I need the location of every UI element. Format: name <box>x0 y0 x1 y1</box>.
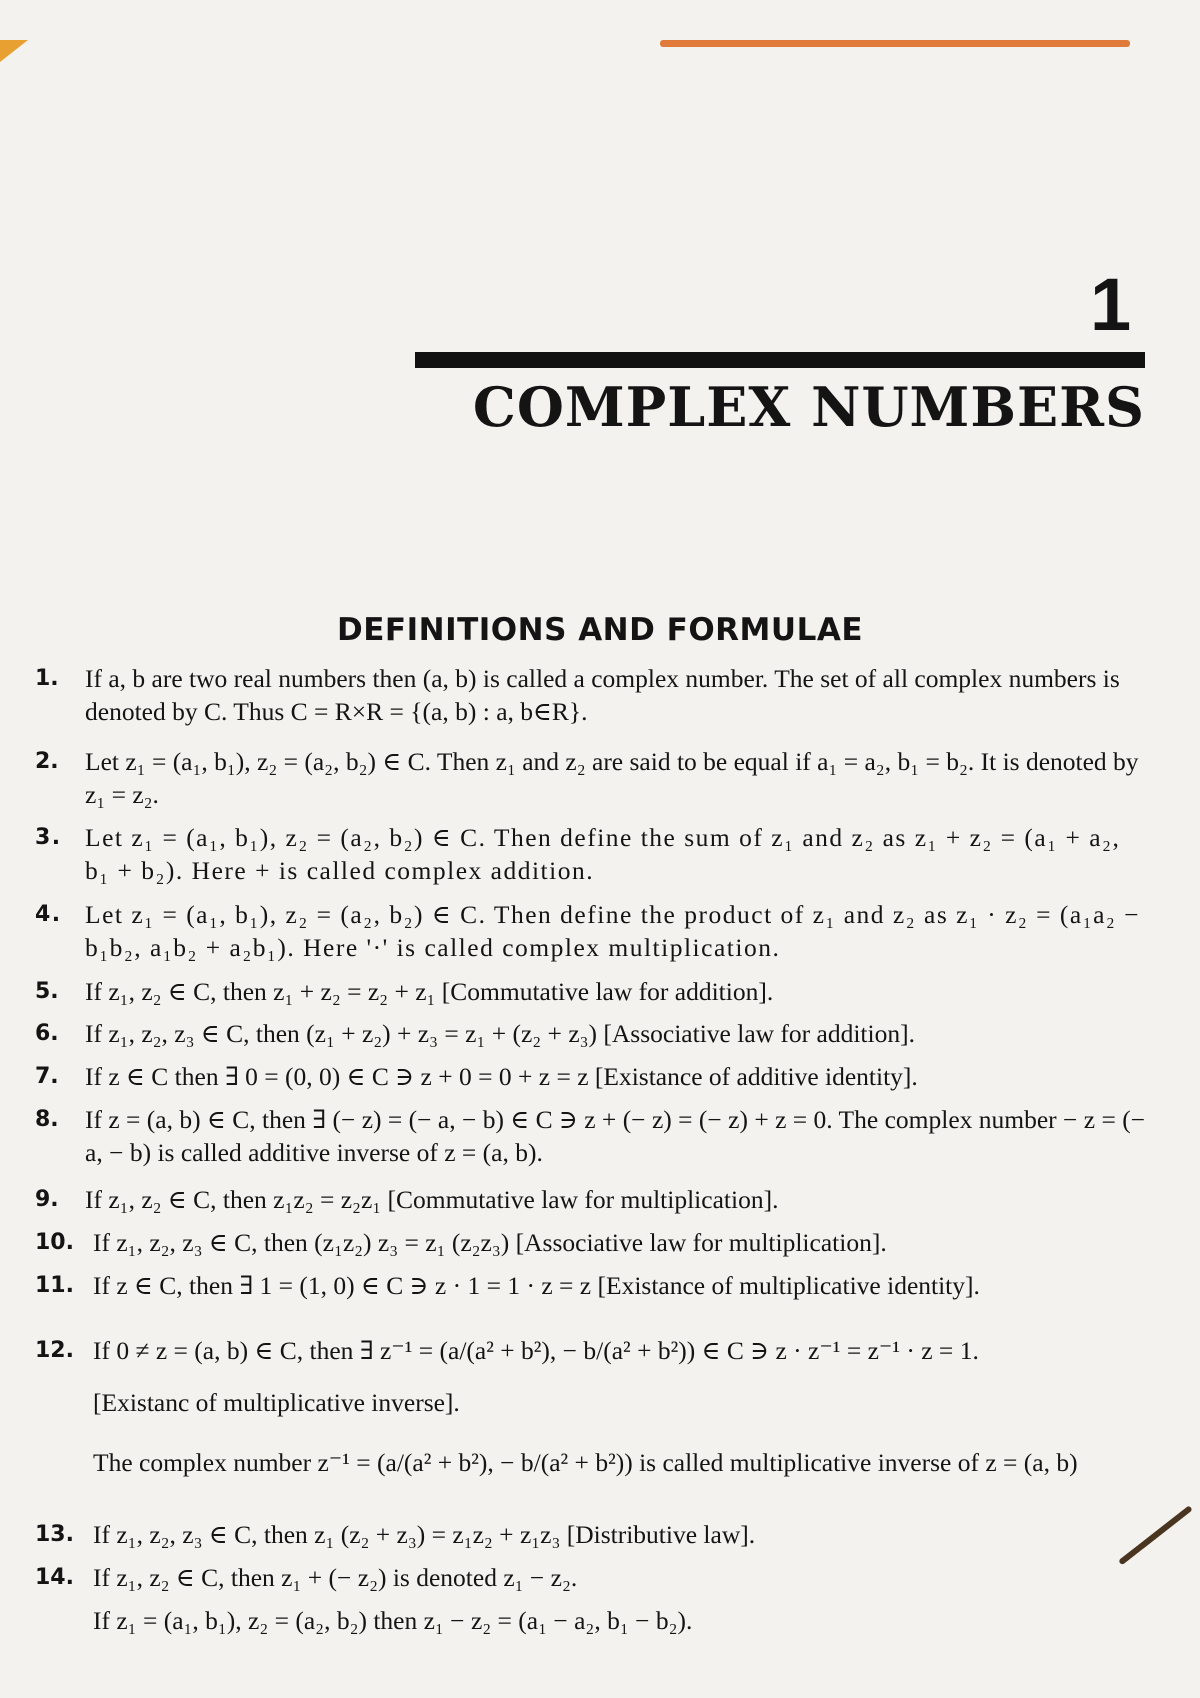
definition-item-6 <box>35 1017 1150 1050</box>
item-number: 7. <box>35 1064 59 1089</box>
item-number: 13. <box>35 1522 74 1547</box>
item-text: If z = (a, b) ∈ C, then ∃ (− z) = (− a, − b) ∈ C ∋ z + (− z) = (− z) + z = 0. The complex number − z = (− a, − b) is called additive inverse of z = (a, b). <box>85 1105 1146 1167</box>
item-text: If z₁, z₂, z₃ ∈ C, then (z₁ + z₂) + z₃ = z₁ + (z₂ + z₃) [Associative law for addition]. <box>85 1019 915 1048</box>
definition-item-9 <box>35 1183 1150 1216</box>
chapter-title: COMPLEX NUMBERS <box>472 375 1145 439</box>
item-text: If z ∈ C then ∃ 0 = (0, 0) ∈ C ∋ z + 0 = 0 + z = z [Existance of additive identity]. <box>85 1062 918 1091</box>
chapter-number: 1 <box>1090 263 1132 346</box>
item-text: Let z₁ = (a₁, b₁), z₂ = (a₂, b₂) ∈ C. Then define the sum of z₁ and z₂ as z₁ + z₂ = (a₁ + a₂, b₁ + b₂). Here + is called complex addition. <box>85 823 1121 885</box>
item-text-line-1: If z₁, z₂ ∈ C, then z₁ + (− z₂) is denoted z₁ − z₂. <box>93 1563 578 1592</box>
item-text: If z₁, z₂, z₃ ∈ C, then (z₁z₂) z₃ = z₁ (z₂z₃) [Associative law for multiplication]. <box>93 1228 887 1257</box>
item-number: 8. <box>35 1107 59 1132</box>
section-heading: DEFINITIONS AND FORMULAE <box>337 612 863 648</box>
item-number: 10. <box>35 1230 74 1255</box>
definition-item-1 <box>35 662 1150 728</box>
item-number: 1. <box>35 666 59 691</box>
item-text: Let z₁ = (a₁, b₁), z₂ = (a₂, b₂) ∈ C. Then z₁ and z₂ are said to be equal if a₁ = a₂, b₁ = b₂. It is denoted by z₁ = z₂. <box>85 747 1139 809</box>
item-number: 4. <box>35 902 62 927</box>
top-edge-stripe <box>660 40 1130 47</box>
definition-item-11 <box>35 1269 1150 1302</box>
definition-item-10 <box>35 1226 1150 1259</box>
item-number: 2. <box>35 749 59 774</box>
item-text: If z ∈ C, then ∃ 1 = (1, 0) ∈ C ∋ z · 1 = 1 · z = z [Existance of multiplicative identity]. <box>93 1271 980 1300</box>
item-text: If z₁, z₂, z₃ ∈ C, then z₁ (z₂ + z₃) = z₁z₂ + z₁z₃ [Distributive law]. <box>93 1520 756 1549</box>
item-number: 11. <box>35 1273 74 1298</box>
definition-item-13 <box>35 1518 1150 1551</box>
definition-item-12 <box>35 1334 1150 1480</box>
definition-item-3 <box>35 821 1150 887</box>
item-text-line-3: The complex number z⁻¹ = (a/(a² + b²), − b/(a² + b²)) is called multiplicative inverse of z = (a, b) <box>93 1448 1078 1477</box>
definition-item-14 <box>35 1561 1150 1637</box>
item-number: 14. <box>35 1565 74 1590</box>
definition-item-2 <box>35 745 1150 811</box>
item-number: 3. <box>35 825 62 850</box>
item-text: Let z₁ = (a₁, b₁), z₂ = (a₂, b₂) ∈ C. Then define the product of z₁ and z₂ as z₁ · z₂ = (a₁a₂ − b₁b₂, a₁b₂ + a₂b₁). Here '·' is called complex multiplication. <box>85 900 1141 962</box>
page-corner-mark <box>0 40 28 62</box>
item-number: 6. <box>35 1021 59 1046</box>
item-number: 12. <box>35 1338 74 1363</box>
item-text-line-2: [Existanc of multiplicative inverse]. <box>93 1388 460 1417</box>
item-number: 9. <box>35 1187 59 1212</box>
item-text: If z₁, z₂ ∈ C, then z₁ + z₂ = z₂ + z₁ [Commutative law for addition]. <box>85 977 774 1006</box>
item-text: If z₁, z₂ ∈ C, then z₁z₂ = z₂z₁ [Commutative law for multiplication]. <box>85 1185 779 1214</box>
definition-item-8 <box>35 1103 1150 1169</box>
item-text-line-2: If z₁ = (a₁, b₁), z₂ = (a₂, b₂) then z₁ − z₂ = (a₁ − a₂, b₁ − b₂). <box>93 1606 693 1635</box>
chapter-rule <box>415 352 1145 368</box>
item-text-line-1: If 0 ≠ z = (a, b) ∈ C, then ∃ z⁻¹ = (a/(a² + b²), − b/(a² + b²)) ∈ C ∋ z · z⁻¹ = z⁻¹ · z = 1. <box>93 1336 979 1365</box>
item-text: If a, b are two real numbers then (a, b) is called a complex number. The set of all complex numbers is denoted by C. Thus C = R×R = {(a, b) : a, b∈R}. <box>85 664 1120 726</box>
item-number: 5. <box>35 979 59 1004</box>
definition-item-7 <box>35 1060 1150 1093</box>
definition-item-5 <box>35 975 1150 1008</box>
definition-item-4 <box>35 898 1150 964</box>
